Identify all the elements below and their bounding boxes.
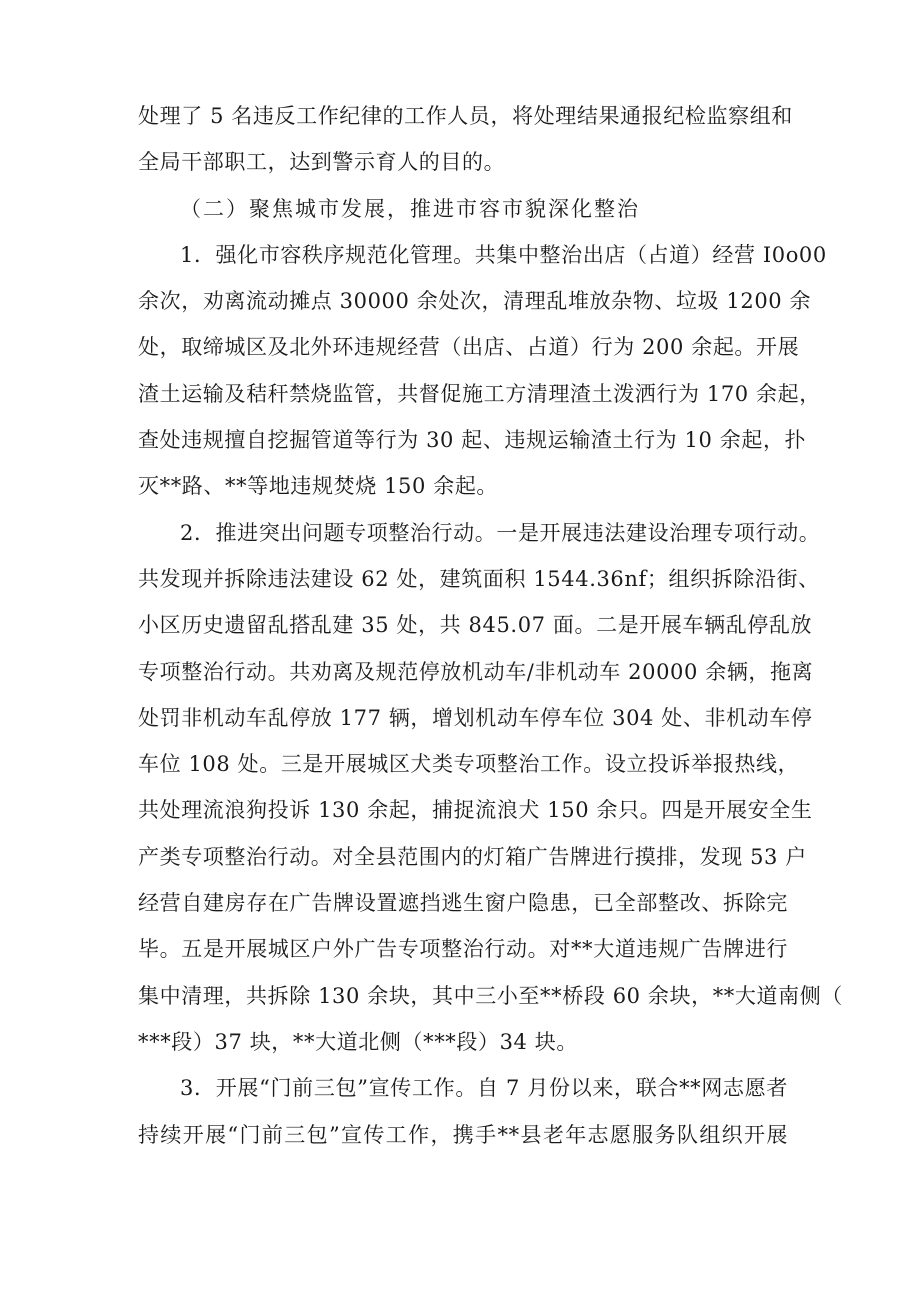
- text-line: 共发现并拆除违法建设 62 处，建筑面积 1544.36nf；组织拆除沿街、: [138, 566, 820, 591]
- text-line: 处理了 5 名违反工作纪律的工作人员，将处理结果通报纪检监察组和: [138, 104, 793, 128]
- text-line: 灭**路、**等地违规焚烧 150 余起。: [138, 474, 499, 499]
- text-line: 全局干部职工，达到警示育人的目的。: [138, 150, 506, 175]
- paragraph-3: [138, 1072, 788, 1165]
- section-heading: [138, 193, 788, 239]
- text-line: 小区历史遗留乱搭乱建 35 处，共 845.07 面。二是开展车辆乱停乱放: [138, 613, 813, 638]
- paragraph-1: [138, 239, 827, 517]
- text-line: 专项整治行动。共劝离及规范停放机动车/非机动车 20000 余辆，拖离: [138, 659, 814, 684]
- text-line: 渣土运输及秸秆禁烧监管，共督促施工方清理渣土泼洒行为 170 余起，: [138, 381, 821, 406]
- text-line: 产类专项整治行动。对全县范围内的灯箱广告牌进行摸排，发现 53 户: [138, 844, 807, 869]
- text-line: ***段）37 块，**大道北侧（***段）34 块。: [138, 1029, 578, 1054]
- text-line: 1．强化市容秩序规范化管理。共集中整治出店（占道）经营 I0o00: [180, 242, 827, 267]
- text-line: 2．推进突出问题专项整治行动。一是开展违法建设治理专项行动。: [180, 520, 821, 545]
- text-line: 处罚非机动车乱停放 177 辆，增划机动车停车位 304 处、非机动车停: [138, 705, 813, 730]
- paragraph-2: [138, 517, 843, 1073]
- text-line: 毕。五是开展城区户外广告专项整治行动。对**大道违规广告牌进行: [138, 937, 788, 962]
- text-line: 查处违规擅自挖掘管道等行为 30 起、违规运输渣土行为 10 余起，扑: [138, 428, 807, 453]
- text-line: 3．开展“门前三包”宣传工作。自 7 月份以来，联合**网志愿者: [180, 1076, 788, 1101]
- paragraph-0: [138, 100, 793, 193]
- text-line: 持续开展“门前三包”宣传工作，携手**县老年志愿服务队组织开展: [138, 1122, 788, 1147]
- heading-line: （二）聚焦城市发展，推进市容市貌深化整治: [180, 196, 640, 221]
- text-line: 经营自建房存在广告牌设置遮挡逃生窗户隐患，已全部整改、拆除完: [138, 891, 788, 916]
- text-line: 余次，劝离流动摊点 30000 余处次，清理乱堆放杂物、垃圾 1200 余: [138, 289, 812, 314]
- document-page: [138, 100, 843, 1165]
- text-line: 集中清理，共拆除 130 余块，其中三小至**桥段 60 余块，**大道南侧（: [138, 983, 843, 1008]
- text-line: 车位 108 处。三是开展城区犬类专项整治工作。设立投诉举报热线，: [138, 752, 800, 777]
- text-line: 处，取缔城区及北外环违规经营（出店、占道）行为 200 余起。开展: [138, 335, 800, 360]
- text-line: 共处理流浪狗投诉 130 余起，捕捉流浪犬 150 余只。四是开展安全生: [138, 798, 813, 823]
